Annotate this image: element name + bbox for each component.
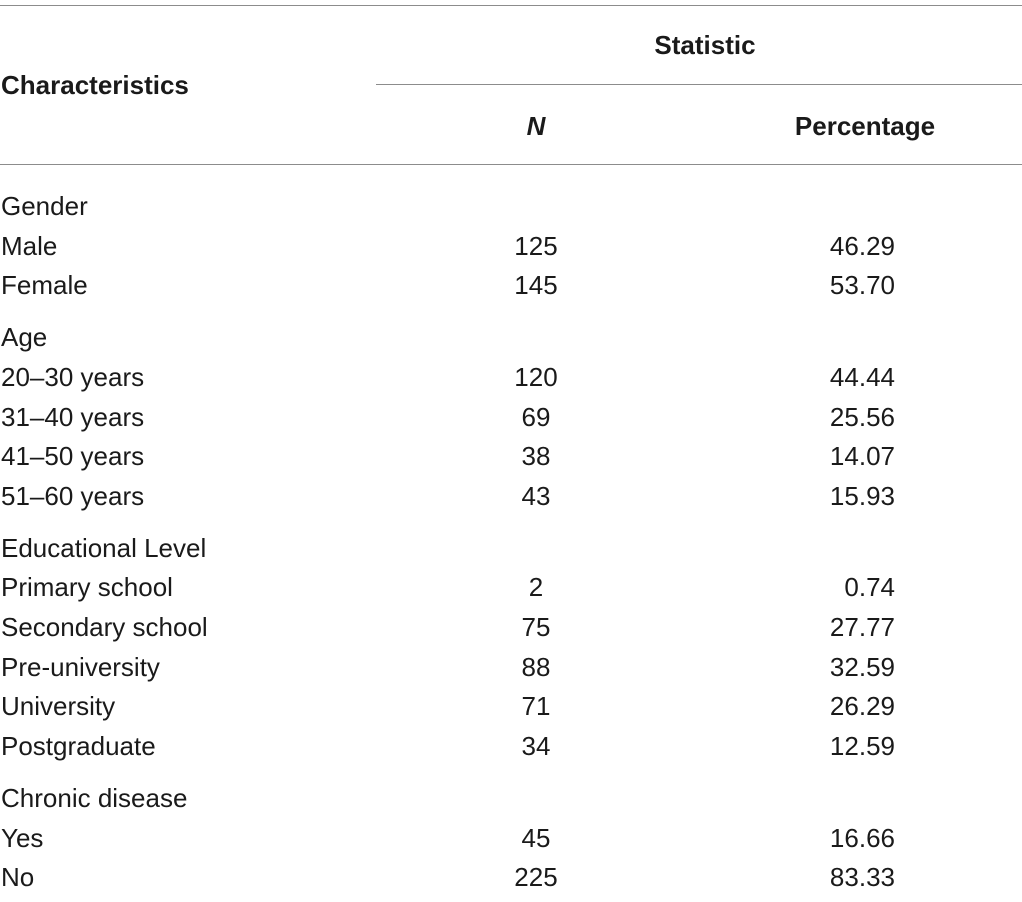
header-percentage: Percentage	[794, 111, 936, 141]
row-n-value: 69	[521, 401, 551, 432]
row-n-value: 75	[521, 612, 551, 642]
row-percentage-value: 32.59	[829, 651, 895, 682]
row-percentage-value: 14.07	[829, 441, 895, 472]
group-title: Age	[1, 322, 48, 353]
row-n-value: 120	[514, 361, 558, 392]
row-n-value: 71	[521, 691, 551, 722]
row-n-value: 225	[514, 862, 558, 893]
row-label: Male	[1, 230, 58, 261]
row-label: University	[1, 691, 116, 722]
row-label: Yes	[1, 822, 44, 853]
row-label: Female	[1, 270, 88, 301]
row-label: 51–60 years	[1, 480, 145, 511]
header-n: N	[526, 111, 546, 141]
row-n-value: 125	[514, 230, 558, 261]
row-label: Secondary school	[1, 612, 208, 642]
row-percentage-value: 12.59	[829, 731, 895, 762]
row-percentage-value: 27.77	[829, 612, 895, 642]
row-label: No	[1, 862, 35, 893]
row-percentage-value: 16.66	[829, 822, 895, 853]
row-n-value: 34	[521, 731, 551, 762]
row-n-value: 38	[521, 441, 551, 472]
row-label: 20–30 years	[1, 361, 145, 392]
group-title: Educational Level	[1, 532, 207, 563]
group-title: Chronic disease	[1, 782, 188, 813]
header-statistic: Statistic	[654, 30, 756, 60]
row-percentage-value: 53.70	[829, 270, 895, 301]
row-percentage-value: 0.74	[844, 572, 895, 603]
row-label: 41–50 years	[1, 441, 145, 472]
row-label: 31–40 years	[1, 401, 145, 432]
header-characteristics: Characteristics	[1, 70, 189, 100]
row-percentage-value: 15.93	[829, 480, 895, 511]
row-label: Pre-university	[1, 651, 160, 682]
row-n-value: 43	[521, 480, 551, 511]
group-title: Gender	[1, 191, 88, 221]
row-n-value: 145	[514, 270, 558, 301]
row-percentage-value: 83.33	[829, 862, 895, 893]
row-percentage-value: 26.29	[829, 691, 895, 722]
row-n-value: 2	[528, 572, 544, 603]
row-n-value: 88	[521, 651, 551, 682]
row-label: Primary school	[1, 572, 173, 603]
row-label: Postgraduate	[1, 731, 156, 762]
row-percentage-value: 25.56	[829, 401, 895, 432]
row-percentage-value: 44.44	[829, 361, 895, 392]
row-percentage-value: 46.29	[829, 230, 895, 261]
row-n-value: 45	[521, 822, 551, 853]
